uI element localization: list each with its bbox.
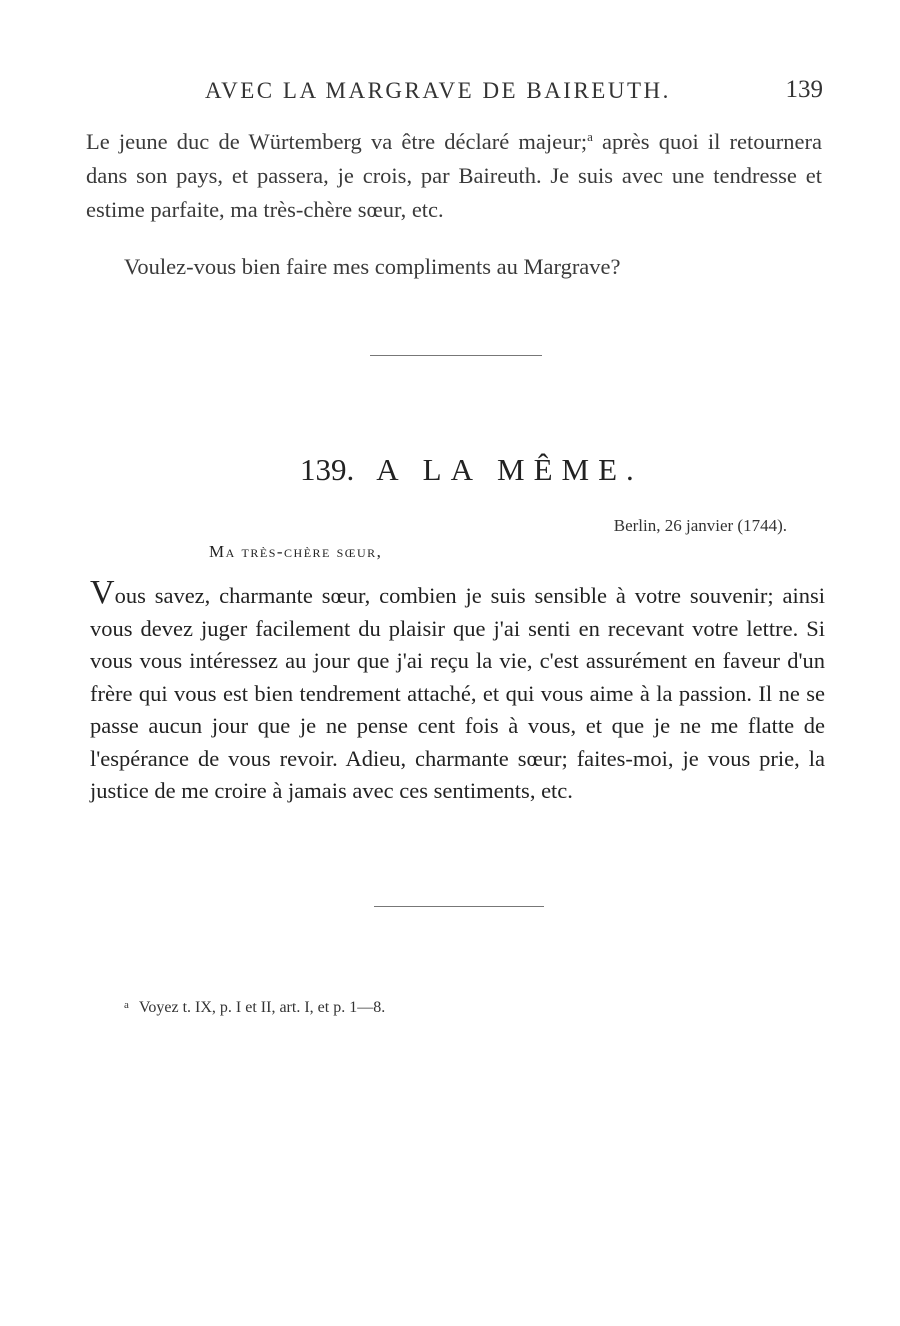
- page-number: 139: [785, 76, 823, 103]
- footnote-text: Voyez t. IX, p. I et II, art. I, et p. 1—8.: [138, 999, 386, 1016]
- letter-heading: [300, 452, 643, 488]
- letter-body: [90, 574, 825, 808]
- section-divider-bottom: [374, 906, 544, 907]
- drop-cap: V: [90, 574, 115, 611]
- previous-letter-text-start: Le jeune duc de Würtemberg va être déclaré majeur;: [86, 129, 588, 154]
- previous-letter-text-end: après quoi il retournera dans son pays, et passera, je crois, par Baireuth. Je suis avec une tendresse et estime parfaite, ma très-chère sœur, etc.: [86, 129, 822, 222]
- letter-dateline: Berlin, 26 janvier (1744).: [613, 516, 787, 535]
- footnote: [124, 999, 385, 1017]
- previous-letter-ending: [86, 120, 822, 227]
- running-head-title: AVEC LA MARGRAVE DE BAIREUTH.: [205, 78, 671, 103]
- letter-title: A LA MÊME.: [376, 452, 643, 487]
- postscript: Voulez-vous bien faire mes compliments au Margrave?: [124, 254, 621, 279]
- footnote-reference-mark: a: [587, 129, 593, 144]
- letter-salutation: Ma très-chère sœur,: [209, 542, 383, 561]
- section-divider-top: [370, 355, 542, 356]
- letter-body-text: ous savez, charmante sœur, combien je suis sensible à votre souvenir; ainsi vous devez juger facilement du plaisir que j'ai senti en recevant votre lettre. Si vous vous intéressez au jour que j'ai reçu la vie, c'est assurément en faveur d'un frère qui vous est bien tendrement attaché, et qui vous aime à la passion. Il ne se passe aucun jour que je ne pense cent fois à vous, et que je ne me flatte de l'espérance de vous revoir. Adieu, charmante sœur; faites-moi, je vous prie, la justice de me croire à jamais avec ces sentiments, etc.: [90, 583, 825, 803]
- footnote-mark: a: [124, 999, 129, 1011]
- letter-number: 139.: [300, 452, 355, 487]
